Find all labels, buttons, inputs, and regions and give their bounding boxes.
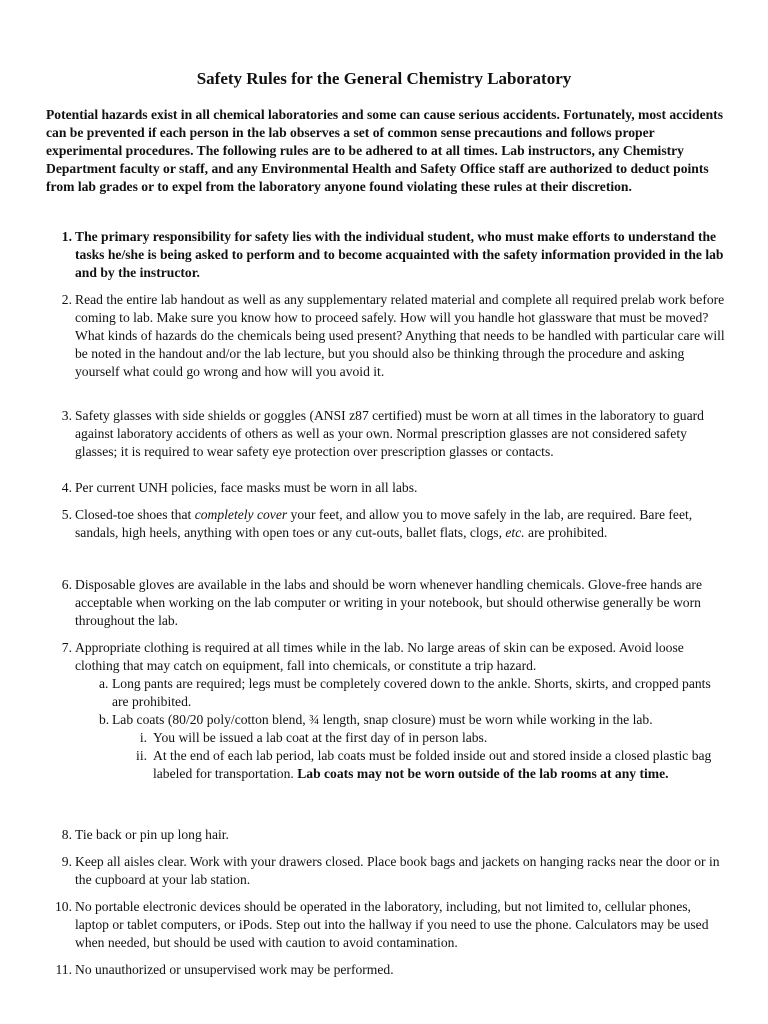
rule-text: No unauthorized or unsupervised work may be performed. xyxy=(75,962,394,977)
subrule-marker: i. xyxy=(139,730,147,745)
rule-10 xyxy=(46,898,726,952)
rule-number: 11. xyxy=(55,962,72,977)
rule-text-part: are prohibited. xyxy=(524,525,608,540)
rule-number: 7. xyxy=(61,640,72,655)
rule-4 xyxy=(46,479,726,497)
rule-text: Keep all aisles clear. Work with your drawers closed. Place book bags and jackets on hanging racks near the door or in the cupboard at your lab station. xyxy=(75,854,720,887)
rule-number: 10. xyxy=(55,899,72,914)
rule-text: The primary responsibility for safety lies with the individual student, who must make efforts to understand the tasks he/she is being asked to perform and to become acquainted with the safety information provided in the lab and by the instructor. xyxy=(75,229,724,280)
subrule-marker: b. xyxy=(99,712,110,727)
rule-text: Tie back or pin up long hair. xyxy=(75,827,229,842)
subrule-text: You will be issued a lab coat at the first day of in person labs. xyxy=(153,730,488,745)
subrule-a xyxy=(99,675,726,711)
rule-5 xyxy=(46,506,726,542)
emphasis-text: completely cover xyxy=(194,507,288,522)
subrule-text-part: At the end of each lab period, lab coats must be folded inside out and stored inside a closed plastic bag labeled for transportation. xyxy=(153,748,712,781)
subrule-text xyxy=(153,747,726,783)
rule-number: 2. xyxy=(61,292,72,307)
rule-text-part: your feet, and allow you to move safely in the lab, are required. Bare feet, sandals, high heels, anything with open toes or any cut-outs, ballet flats, clogs, xyxy=(75,507,693,540)
rule-7 xyxy=(46,639,726,783)
bold-warning: Lab coats may not be worn outside of the lab rooms at any time. xyxy=(297,766,669,781)
page-title: Safety Rules for the General Chemistry Laboratory xyxy=(196,69,572,88)
rule-text xyxy=(75,506,726,542)
subrule-marker: a. xyxy=(99,676,109,691)
rule-1 xyxy=(46,228,726,282)
subrule-ii xyxy=(136,747,726,783)
rule-2 xyxy=(46,291,726,381)
rule-number: 3. xyxy=(61,408,72,423)
intro-paragraph: Potential hazards exist in all chemical laboratories and some can cause serious accidents. Fortunately, most accidents can be prevented if each person in the lab observes a set of common sense precautions and follows proper experimental procedures. The following rules are to be adhered to at all times. Lab instructors, any Chemistry Department faculty or staff, and any Environmental Health and Safety Office staff are authorized to deduct points from lab grades or to expel from the laboratory anyone found violating these rules at their discretion. xyxy=(46,107,723,194)
rule-number: 6. xyxy=(61,577,72,592)
subrule-i xyxy=(139,729,726,747)
subrule-marker: ii. xyxy=(136,748,147,763)
rule-9 xyxy=(46,853,726,889)
rule-number: 4. xyxy=(61,480,72,495)
subrule-text: Lab coats (80/20 poly/cotton blend, ¾ length, snap closure) must be worn while working in the lab. xyxy=(112,712,653,727)
rule-number: 8. xyxy=(61,827,72,842)
rule-number: 9. xyxy=(61,854,72,869)
rule-3 xyxy=(46,407,726,461)
rule-text: Read the entire lab handout as well as any supplementary related material and complete all required prelab work before coming to lab. Make sure you know how to proceed safely. How will you handle hot glassware that must be moved? What kinds of hazards do the chemicals being used present? Anything that needs to be handled with particular care will be noted in the handout and/or the lab lecture, but you should also be thinking through the procedure and asking yourself what could go wrong and how will you avoid it. xyxy=(75,292,725,379)
rule-number: 1. xyxy=(61,229,72,244)
rule-text-part: Closed-toe shoes that xyxy=(75,507,195,522)
rule-6 xyxy=(46,576,726,630)
rule-text: Per current UNH policies, face masks must be worn in all labs. xyxy=(75,480,418,495)
rule-text: Disposable gloves are available in the labs and should be worn whenever handling chemicals. Glove-free hands are acceptable when working on the lab computer or writing in your notebook, but should otherwise generally be worn throughout the lab. xyxy=(75,577,702,628)
rule-11 xyxy=(46,961,726,979)
rule-number: 5. xyxy=(61,507,72,522)
subrule-text: Long pants are required; legs must be completely covered down to the ankle. Shorts, skirts, and cropped pants are prohibited. xyxy=(112,676,711,709)
emphasis-text: etc. xyxy=(505,525,525,540)
subrule-b xyxy=(99,711,726,729)
rule-text: Appropriate clothing is required at all times while in the lab. No large areas of skin can be exposed. Avoid loose clothing that may catch on equipment, fall into chemicals, or constitute a trip hazard. xyxy=(75,640,684,673)
rule-8 xyxy=(46,826,726,844)
rule-text: Safety glasses with side shields or goggles (ANSI z87 certified) must be worn at all times in the laboratory to guard against laboratory accidents of others as well as your own. Normal prescription glasses are not considered safety glasses; it is required to wear safety eye protection over prescription glasses or contacts. xyxy=(75,408,704,459)
rule-text: No portable electronic devices should be operated in the laboratory, including, but not limited to, cellular phones, laptop or tablet computers, or iPods. Step out into the hallway if you need to use the phone. Calculators may be used when needed, but should be used with caution to avoid contamination. xyxy=(75,899,709,950)
